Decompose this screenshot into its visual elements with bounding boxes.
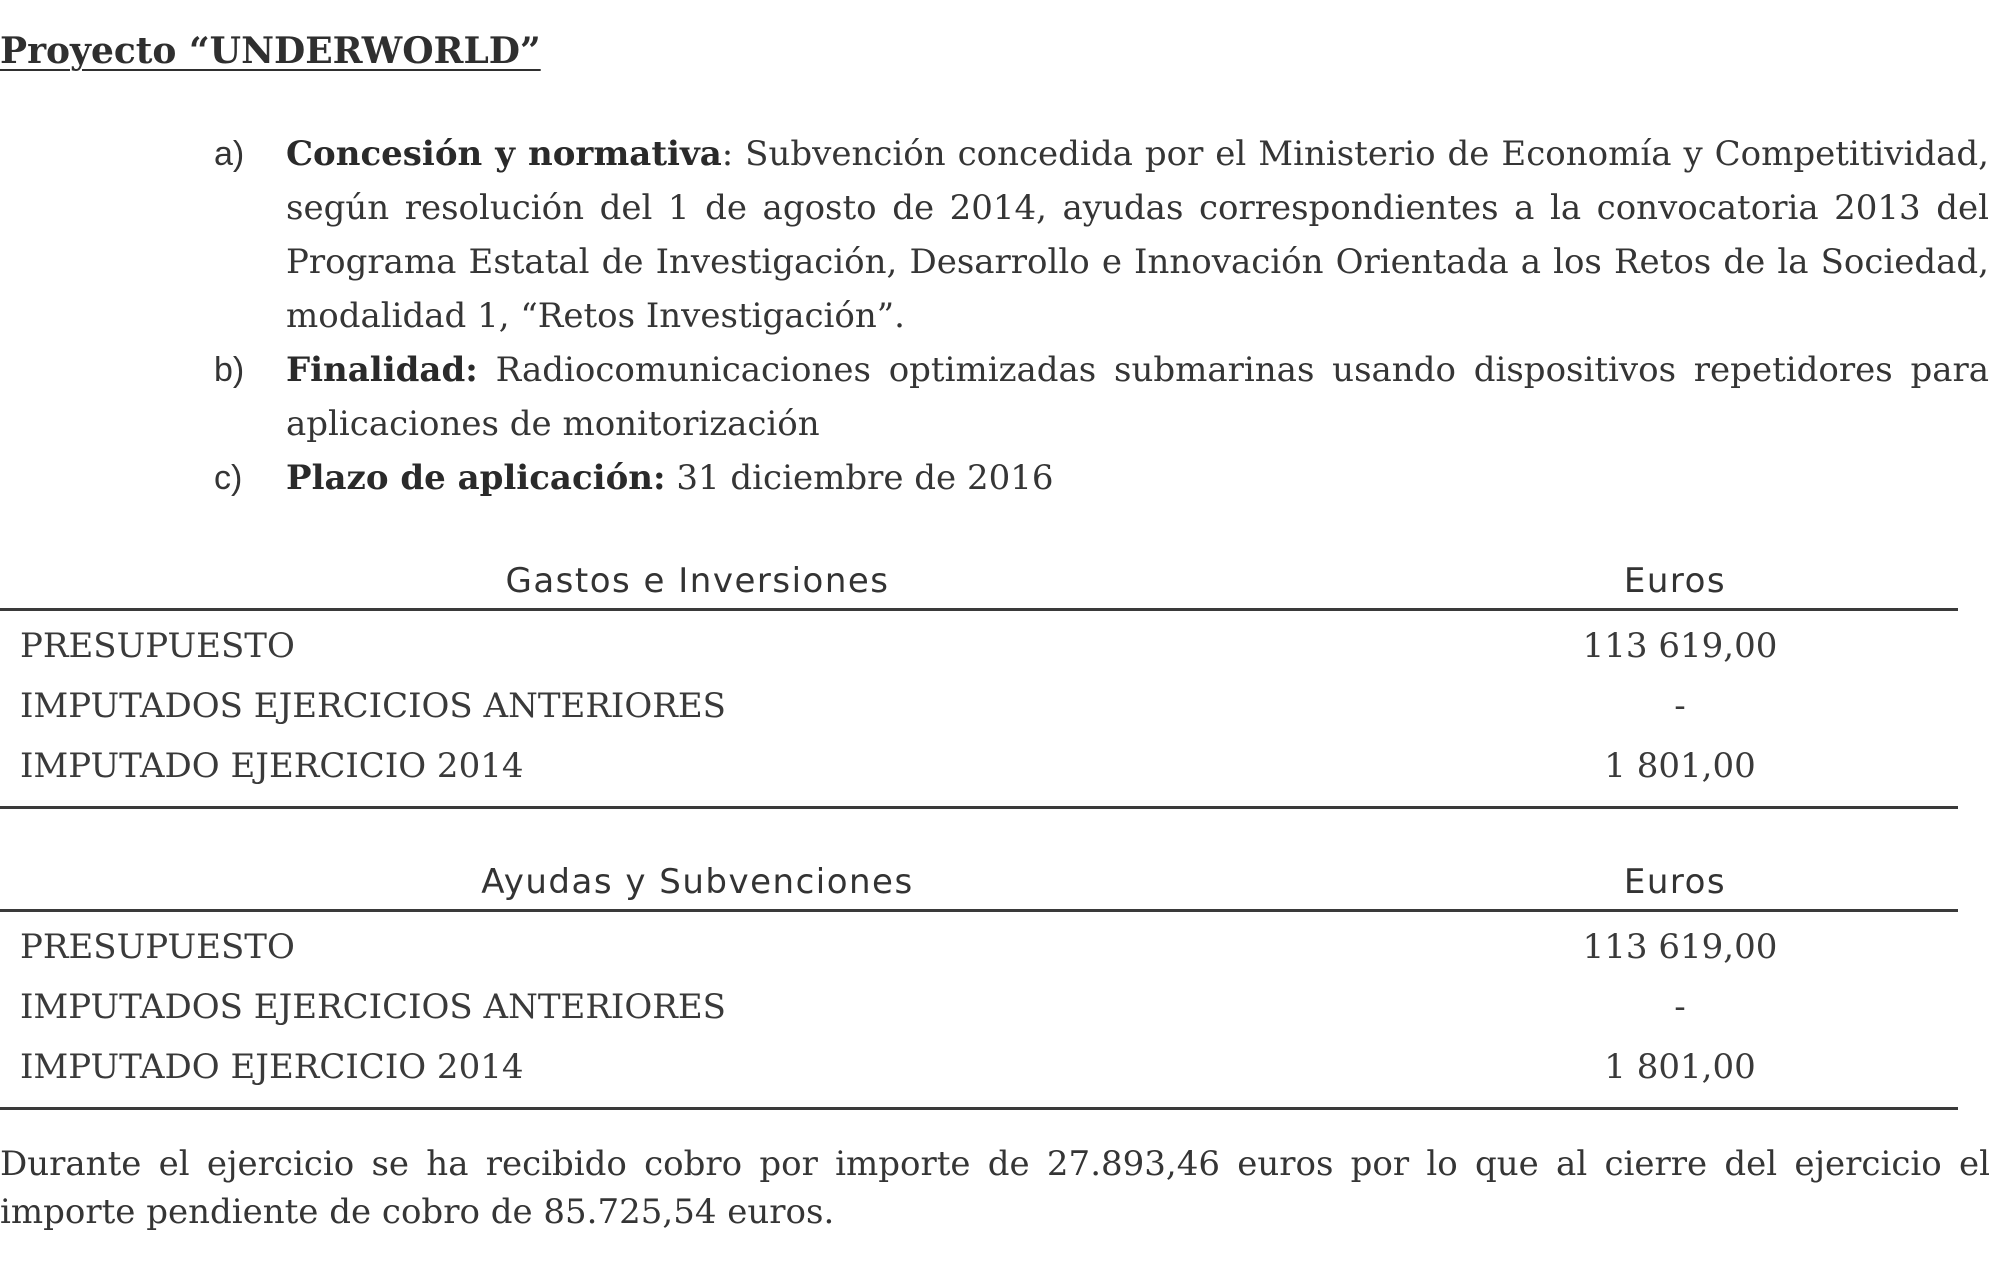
row-value: 1 801,00 (1604, 1047, 1756, 1087)
detail-label: Finalidad: (286, 350, 478, 390)
table-body (0, 611, 1958, 809)
row-value: 113 619,00 (1582, 626, 1778, 666)
detail-text: 31 diciembre de 2016 (676, 458, 1054, 498)
closing-paragraph: Durante el ejercicio se ha recibido cobro por importe de 27.893,46 euros por lo que al cierre del ejercicio el importe pendiente de cobro de 85.725,54 euros. (0, 1144, 1990, 1232)
detail-item-plazo (214, 451, 1989, 505)
detail-separator (478, 350, 496, 390)
row-label: IMPUTADO EJERCICIO 2014 (20, 746, 524, 786)
detail-separator (666, 458, 677, 498)
detail-item-concesion (214, 127, 1989, 343)
column-header-concept: Ayudas y Subvenciones (481, 862, 914, 902)
list-marker: a) (214, 135, 245, 173)
row-label: IMPUTADOS EJERCICIOS ANTERIORES (20, 686, 726, 726)
table-row (0, 917, 1958, 977)
gastos-table (0, 554, 1958, 809)
detail-label: Concesión y normativa (286, 134, 722, 174)
row-label: IMPUTADO EJERCICIO 2014 (20, 1047, 524, 1087)
project-title: Proyecto “UNDERWORLD” (0, 30, 541, 72)
detail-text: Radiocomunicaciones optimizadas submarinas usando dispositivos repetidores para aplicaciones de monitorización (286, 350, 1990, 444)
table-row (0, 736, 1958, 796)
row-value: - (1674, 987, 1686, 1027)
table-row (0, 1037, 1958, 1097)
ayudas-table (0, 855, 1958, 1110)
row-label: PRESUPUESTO (20, 626, 295, 666)
row-value: 1 801,00 (1604, 746, 1756, 786)
list-marker: b) (214, 351, 245, 389)
row-label: IMPUTADOS EJERCICIOS ANTERIORES (20, 987, 726, 1027)
row-label: PRESUPUESTO (20, 927, 295, 967)
column-header-euros: Euros (1623, 862, 1727, 902)
detail-separator: : (721, 134, 746, 174)
table-header (0, 554, 1958, 611)
row-value: - (1674, 686, 1686, 726)
table-row (0, 676, 1958, 736)
project-details-list (214, 127, 1989, 505)
detail-item-finalidad (214, 343, 1989, 451)
column-header-euros: Euros (1623, 561, 1727, 601)
row-value: 113 619,00 (1582, 927, 1778, 967)
table-row (0, 616, 1958, 676)
table-row (0, 977, 1958, 1037)
table-body (0, 912, 1958, 1110)
list-marker: c) (214, 459, 243, 497)
detail-text: Subvención concedida por el Ministerio de Economía y Competitividad, según resolución del 1 de agosto de 2014, ayudas correspondientes a la convocatoria 2013 del Programa Estatal de Investigación, Desarrollo e Innovación Orientada a los Retos de la Sociedad, modalidad 1, “Retos Investigación”. (286, 134, 1989, 336)
table-header (0, 855, 1958, 912)
detail-label: Plazo de aplicación: (286, 458, 666, 498)
column-header-concept: Gastos e Inversiones (505, 561, 890, 601)
